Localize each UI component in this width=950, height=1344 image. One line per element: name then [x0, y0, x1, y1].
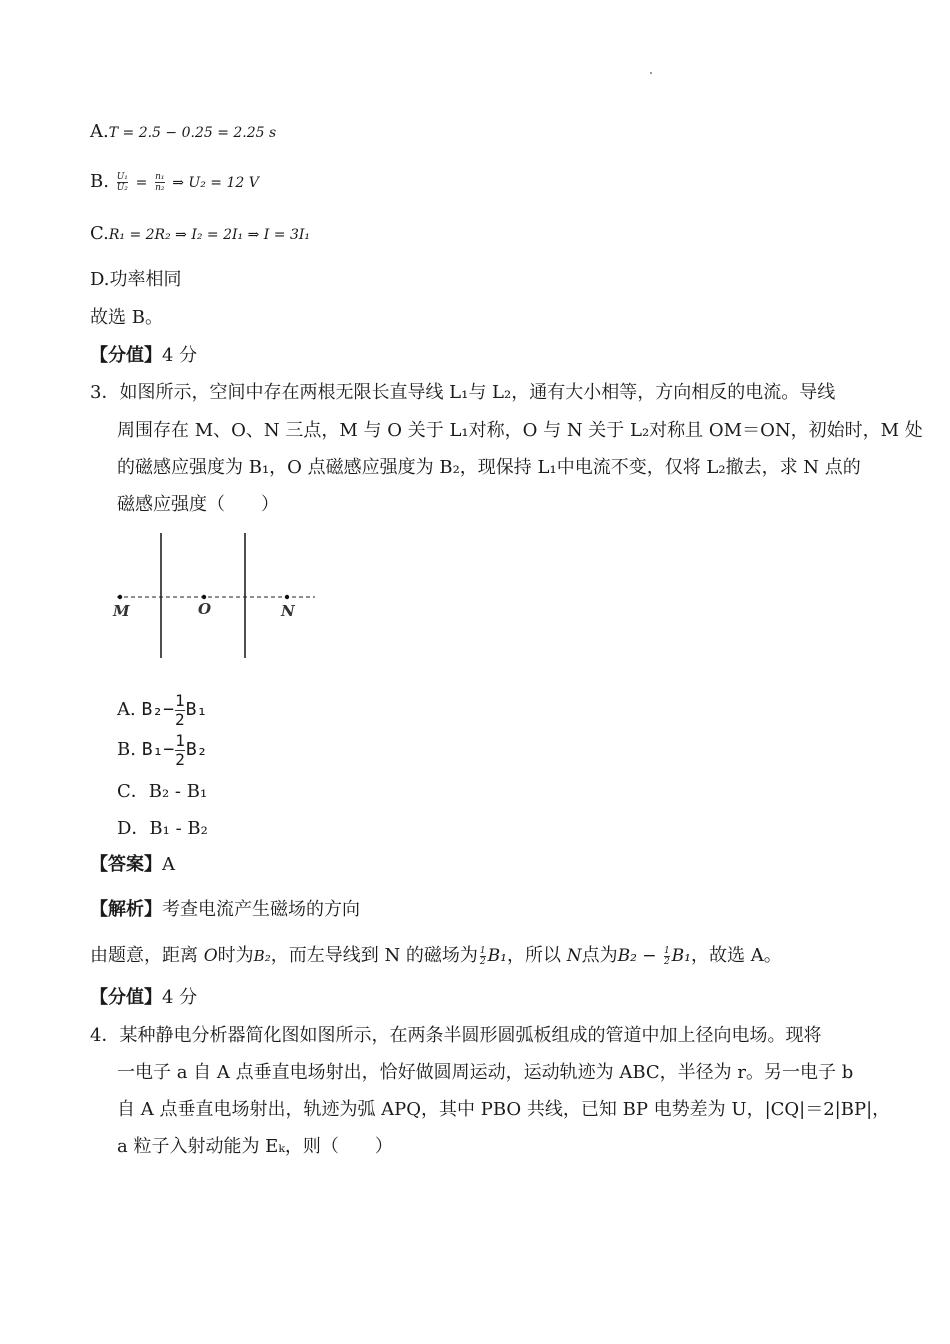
q4-stem-line-3: 自 A 点垂直电场射出，轨迹为弧 APQ，其中 PBO 共线，已知 BP 电势差为 U，|CQ|＝2|BP|，	[117, 1099, 891, 1120]
option-label: B.	[90, 171, 109, 192]
q3-figure	[105, 530, 320, 662]
option-b-pre: B₁−	[141, 739, 175, 760]
fraction-half-small: $\frac{1}{2}$	[663, 945, 670, 967]
label-m: M	[113, 602, 130, 620]
q3-explanation	[90, 944, 782, 968]
q3-option-d: D．B₁ - B₂	[117, 818, 208, 839]
q3-stem-line-2: 周围存在 M、O、N 三点，M 与 O 关于 L₁对称，O 与 N 关于 L₂对称且 OM＝ON，初始时，M 处	[117, 420, 923, 441]
q3-stem-line-1: 3．如图所示，空间中存在两根无限长直导线 L₁与 L₂，通有大小相等，方向相反的电流。导线	[90, 382, 836, 403]
q2-option-a	[90, 120, 276, 145]
option-label: B.	[117, 739, 136, 760]
exp-var-b1: B₁	[487, 946, 507, 966]
point-m	[118, 595, 122, 599]
fraction-half: $\frac{1}{2}$	[174, 690, 185, 729]
option-a-pre: B₂−	[141, 699, 174, 720]
exp-text: ，而左导线到 N 的磁场为	[270, 945, 478, 966]
option-a-post: B₁	[185, 699, 208, 720]
exp-var-n: N	[566, 946, 582, 966]
q2-choice: 故选 B。	[90, 307, 163, 328]
option-b-post: B₂	[185, 739, 208, 760]
point-n	[285, 595, 289, 599]
exp-result-b1: B₁	[671, 946, 691, 966]
analysis-value: 考查电流产生磁场的方向	[162, 899, 360, 920]
score-tag: 【分值】	[90, 987, 162, 1008]
analysis-tag: 【解析】	[90, 899, 162, 920]
exp-var-b2: B₂	[253, 947, 271, 965]
score-value: 4 分	[162, 987, 198, 1008]
answer-value: A	[162, 854, 175, 875]
option-c-math: R₁ = 2R₂ ⇒ I₂ = 2I₁ ⇒ I = 3I₁	[108, 227, 310, 243]
q4-stem-line-1: 4．某种静电分析器简化图如图所示，在两条半圆形圆弧板组成的管道中加上径向电场。现将	[90, 1025, 822, 1046]
fraction-half: $\frac{1}{2}$	[175, 730, 185, 769]
exp-var-o: O	[203, 946, 218, 966]
q2-score	[90, 344, 197, 368]
exp-text: ，所以	[506, 945, 567, 966]
option-label: C.	[90, 223, 109, 244]
exp-text: ，故选 A。	[690, 945, 782, 966]
q3-stem-line-3: 的磁感应强度为 B₁，O 点磁感应强度为 B₂，现保持 L₁中电流不变，仅将 L₂撤去，求 N 点的	[117, 457, 861, 478]
q3-stem-line-4: 磁感应强度（ ）	[117, 494, 279, 515]
exp-text: 点为	[581, 945, 618, 966]
label-n: N	[281, 602, 295, 620]
score-tag: 【分值】	[90, 345, 162, 366]
exp-result: B₂ −	[617, 946, 662, 966]
fraction-n1-n2: $\frac{\text{n₁}}{\text{n₂}}$	[155, 171, 165, 193]
q4-stem-line-4: a 粒子入射动能为 Eₖ，则（ ）	[117, 1136, 393, 1157]
option-label: A.	[117, 699, 136, 720]
equals-sign: =	[135, 175, 148, 191]
q2-option-d: D.功率相同	[90, 269, 182, 290]
fraction-u1-u2: $\frac{\text{U₁}}{\text{U₂}}$	[116, 171, 128, 193]
q2-option-c	[90, 222, 310, 247]
option-label: A.	[90, 121, 109, 142]
q3-score	[90, 986, 197, 1010]
q3-analysis	[90, 898, 360, 922]
option-b-math: ⇒ U₂ = 12 V	[172, 175, 259, 191]
q3-answer	[90, 853, 175, 877]
fraction-half-small: $\frac{1}{2}$	[479, 945, 486, 967]
q4-stem-line-2: 一电子 a 自 A 点垂直电场射出，恰好做圆周运动，运动轨迹为 ABC，半径为 r。另一电子 b	[117, 1062, 854, 1083]
point-o	[202, 595, 206, 599]
q2-option-b	[90, 170, 259, 195]
option-a-math: T = 2.5 − 0.25 = 2.25 s	[108, 125, 277, 141]
score-value: 4 分	[162, 345, 198, 366]
header-mark	[650, 72, 652, 74]
q3-option-c: C．B₂ - B₁	[117, 781, 208, 802]
exp-text: 由题意，距离	[90, 945, 204, 966]
answer-tag: 【答案】	[90, 854, 162, 875]
q3-option-a	[117, 690, 207, 730]
exp-text: 时为	[217, 945, 254, 966]
q3-option-b	[117, 730, 208, 770]
label-o: O	[198, 600, 212, 618]
